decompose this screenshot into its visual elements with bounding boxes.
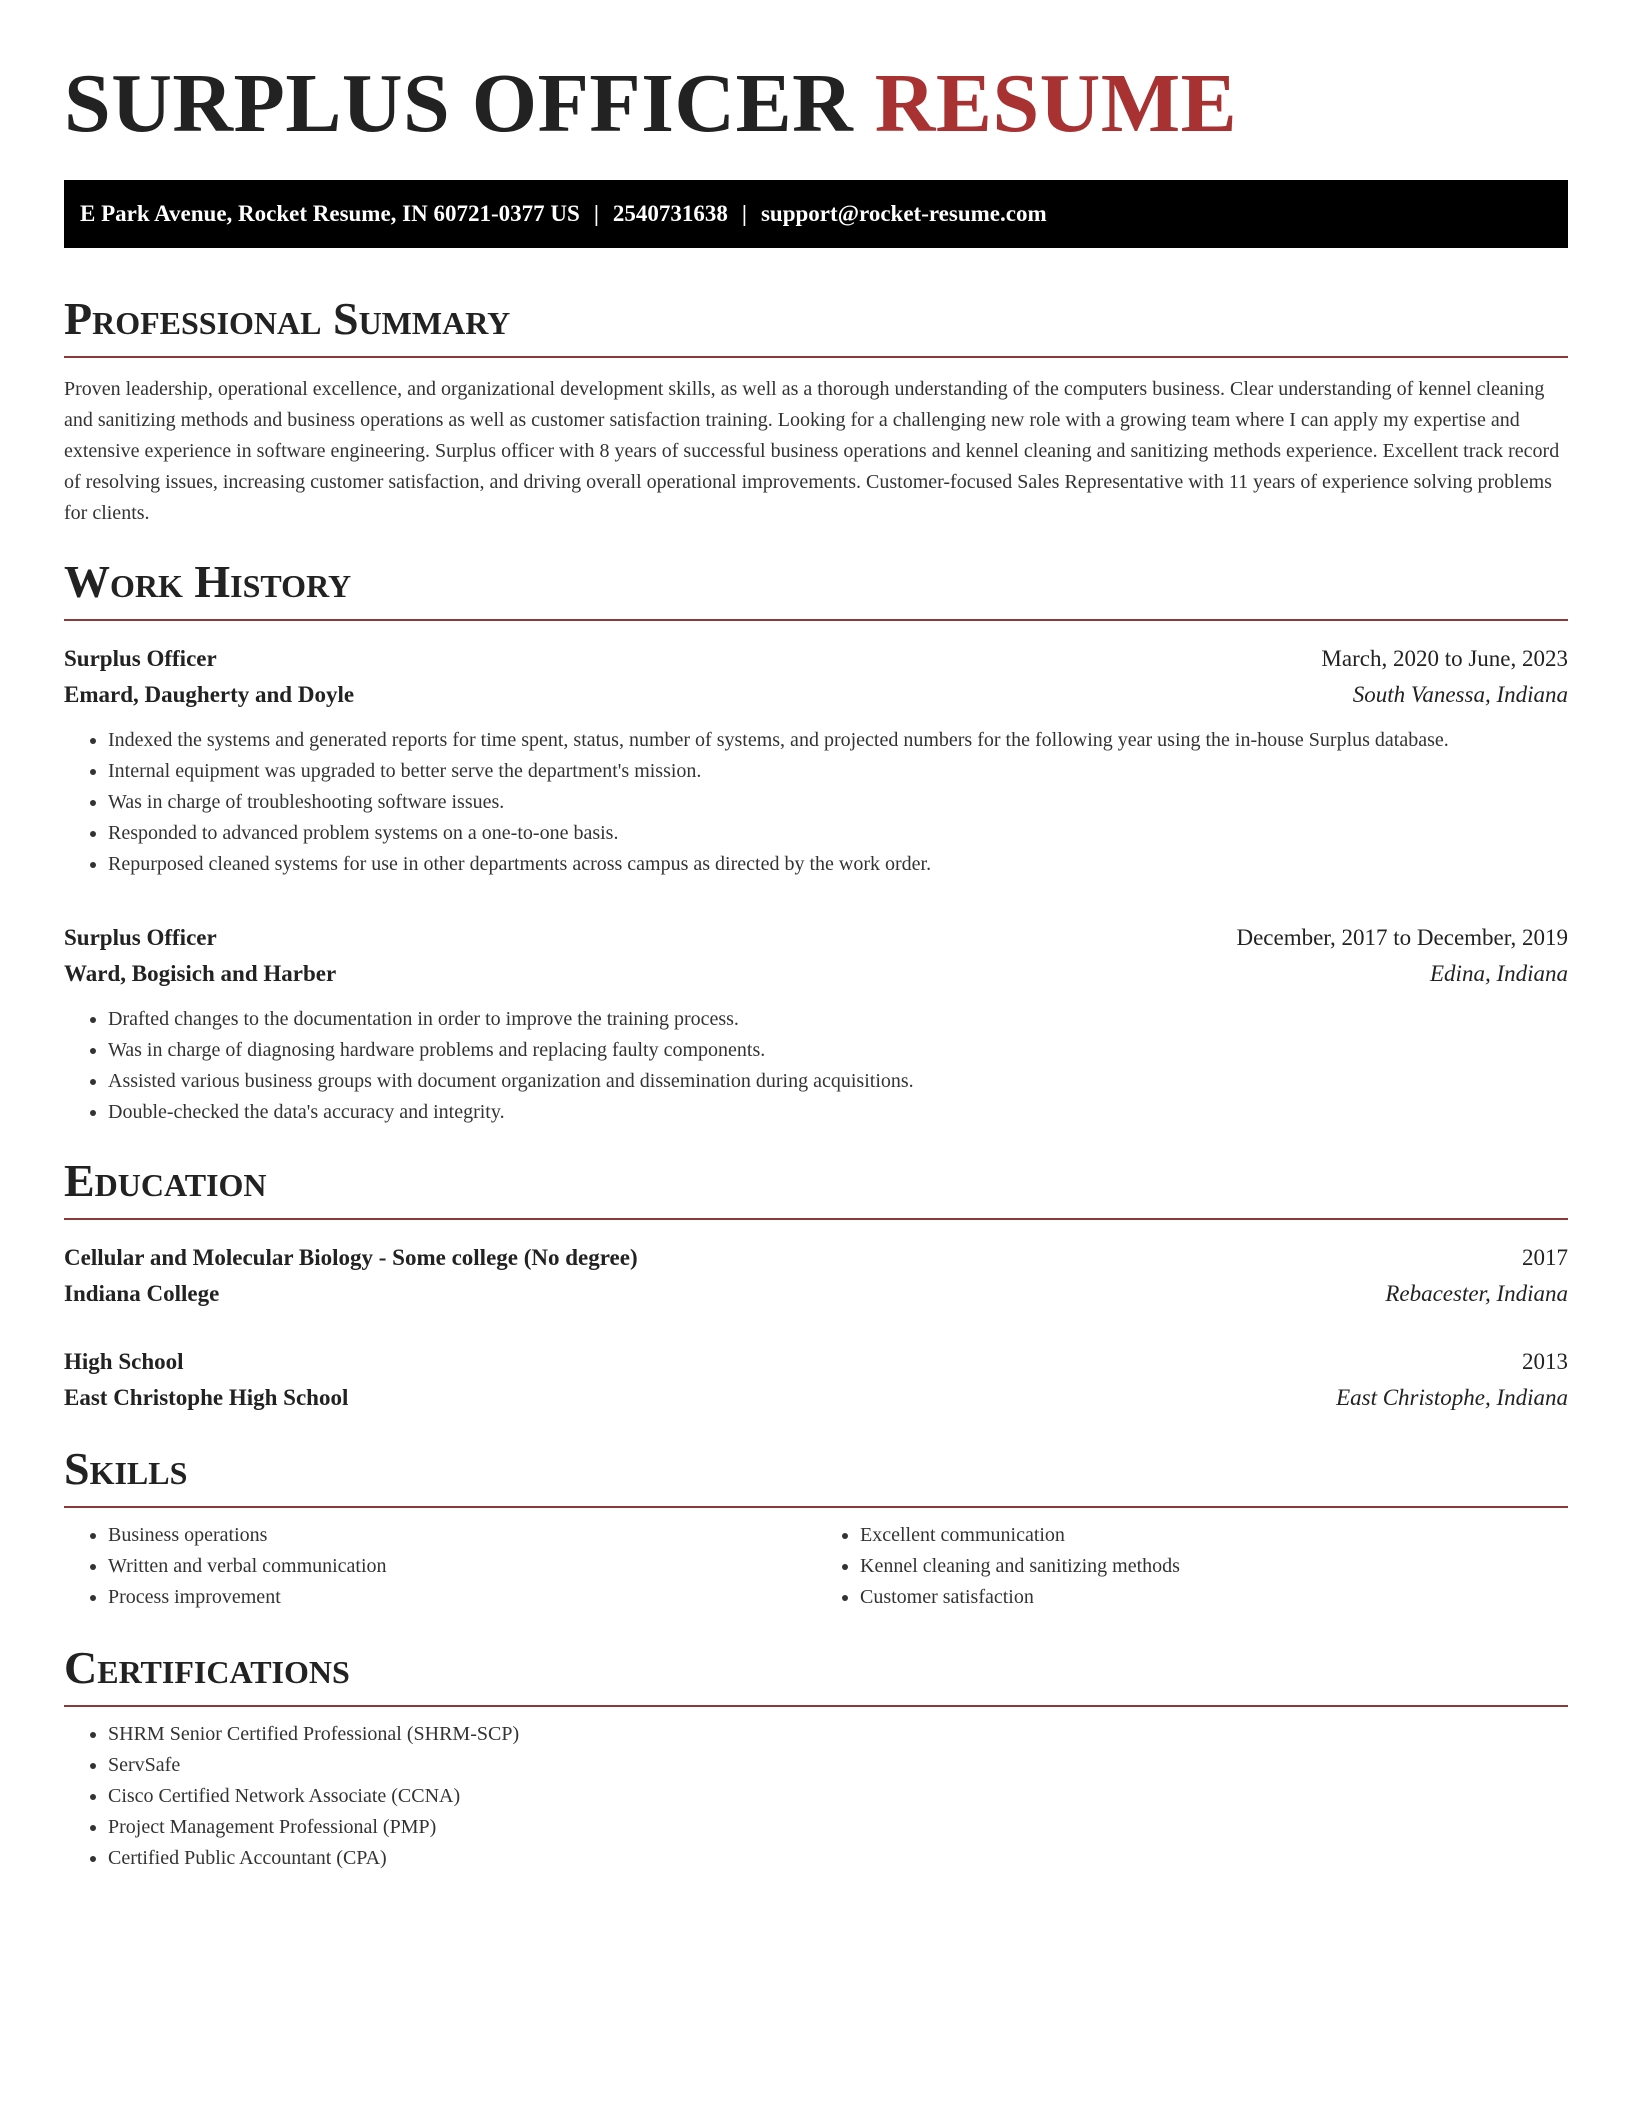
skills-section <box>64 1444 1568 1613</box>
job-title: Surplus Officer <box>64 925 217 950</box>
education-entry <box>64 1240 1568 1312</box>
job-location: South Vanessa, Indiana <box>1352 682 1568 707</box>
job-location: Edina, Indiana <box>1430 961 1568 986</box>
job-entry <box>64 641 1568 880</box>
list-item: • Drafted changes to the documentation in order to improve the training process. <box>108 1004 1568 1035</box>
list-item: • Was in charge of diagnosing hardware problems and replacing faulty components. <box>108 1035 1568 1066</box>
list-item: • Written and verbal communication <box>108 1551 816 1582</box>
education-school: Indiana College <box>64 1281 220 1306</box>
list-item: • Cisco Certified Network Associate (CCNA) <box>108 1781 1568 1812</box>
summary-section <box>64 294 1568 529</box>
list-item: • Certified Public Accountant (CPA) <box>108 1843 1568 1874</box>
list-item: • Indexed the systems and generated reports for time spent, status, number of systems, and projected numbers for the following year using the in-house Surplus database. <box>108 725 1568 756</box>
list-item: • Internal equipment was upgraded to better serve the department's mission. <box>108 756 1568 787</box>
education-entry <box>64 1344 1568 1416</box>
job-company: Ward, Bogisich and Harber <box>64 961 337 986</box>
section-heading-skills: Skills <box>64 1444 1568 1508</box>
section-heading-work-history: Work History <box>64 557 1568 621</box>
contact-phone: 2540731638 <box>612 201 728 226</box>
job-company: Emard, Daugherty and Doyle <box>64 682 355 707</box>
job-bullets <box>64 725 1568 880</box>
list-item: • Was in charge of troubleshooting software issues. <box>108 787 1568 818</box>
contact-address: E Park Avenue, Rocket Resume, IN 60721-0377 US <box>80 201 580 226</box>
education-school: East Christophe High School <box>64 1385 349 1410</box>
list-item: • Excellent communication <box>860 1520 1568 1551</box>
job-dates: December, 2017 to December, 2019 <box>1236 925 1568 950</box>
education-year: 2017 <box>1522 1245 1568 1270</box>
education-location: Rebacester, Indiana <box>1385 1281 1568 1306</box>
contact-separator: | <box>593 201 599 226</box>
education-section <box>64 1156 1568 1416</box>
certifications-list <box>64 1719 1568 1874</box>
list-item: • Process improvement <box>108 1582 816 1613</box>
list-item: • SHRM Senior Certified Professional (SHRM-SCP) <box>108 1719 1568 1750</box>
list-item: • Business operations <box>108 1520 816 1551</box>
skills-list-left <box>64 1520 816 1613</box>
list-item: • Double-checked the data's accuracy and integrity. <box>108 1097 1568 1128</box>
list-item: • Responded to advanced problem systems on a one-to-one basis. <box>108 818 1568 849</box>
skills-grid <box>64 1520 1568 1613</box>
list-item: • ServSafe <box>108 1750 1568 1781</box>
education-location: East Christophe, Indiana <box>1336 1385 1568 1410</box>
section-heading-summary: Professional Summary <box>64 294 1568 358</box>
skills-list-right <box>816 1520 1568 1613</box>
education-degree: High School <box>64 1349 184 1374</box>
job-title: Surplus Officer <box>64 646 217 671</box>
education-degree: Cellular and Molecular Biology - Some college (No degree) <box>64 1245 638 1270</box>
title-accent: RESUME <box>874 57 1238 150</box>
list-item: • Project Management Professional (PMP) <box>108 1812 1568 1843</box>
job-dates: March, 2020 to June, 2023 <box>1321 646 1568 671</box>
contact-email: support@rocket-resume.com <box>760 201 1047 226</box>
list-item: • Customer satisfaction <box>860 1582 1568 1613</box>
contact-separator: | <box>741 201 747 226</box>
summary-text: Proven leadership, operational excellence, and organizational development skills, as well as a thorough understanding of the computers business. Clear understanding of kennel cleaning and sanitizing methods and business operations as well as customer satisfaction training. Looking for a challenging new role with a growing team where I can apply my expertise and extensive experience in software engineering. Surplus officer with 8 years of successful business operations and kennel cleaning and sanitizing methods experience. Excellent track record of resolving issues, increasing customer satisfaction, and driving overall operational improvements. Customer-focused Sales Representative with 11 years of experience solving problems for clients. <box>64 378 1560 524</box>
resume-title <box>64 58 1568 150</box>
job-bullets <box>64 1004 1568 1128</box>
education-year: 2013 <box>1522 1349 1568 1374</box>
work-history-section <box>64 557 1568 1128</box>
certifications-section <box>64 1643 1568 1874</box>
section-heading-education: Education <box>64 1156 1568 1220</box>
contact-bar <box>64 180 1568 248</box>
title-main: SURPLUS OFFICER <box>64 57 854 150</box>
list-item: • Assisted various business groups with document organization and dissemination during acquisitions. <box>108 1066 1568 1097</box>
list-item: • Kennel cleaning and sanitizing methods <box>860 1551 1568 1582</box>
list-item: • Repurposed cleaned systems for use in other departments across campus as directed by the work order. <box>108 849 1568 880</box>
section-heading-certifications: Certifications <box>64 1643 1568 1707</box>
job-entry <box>64 920 1568 1128</box>
